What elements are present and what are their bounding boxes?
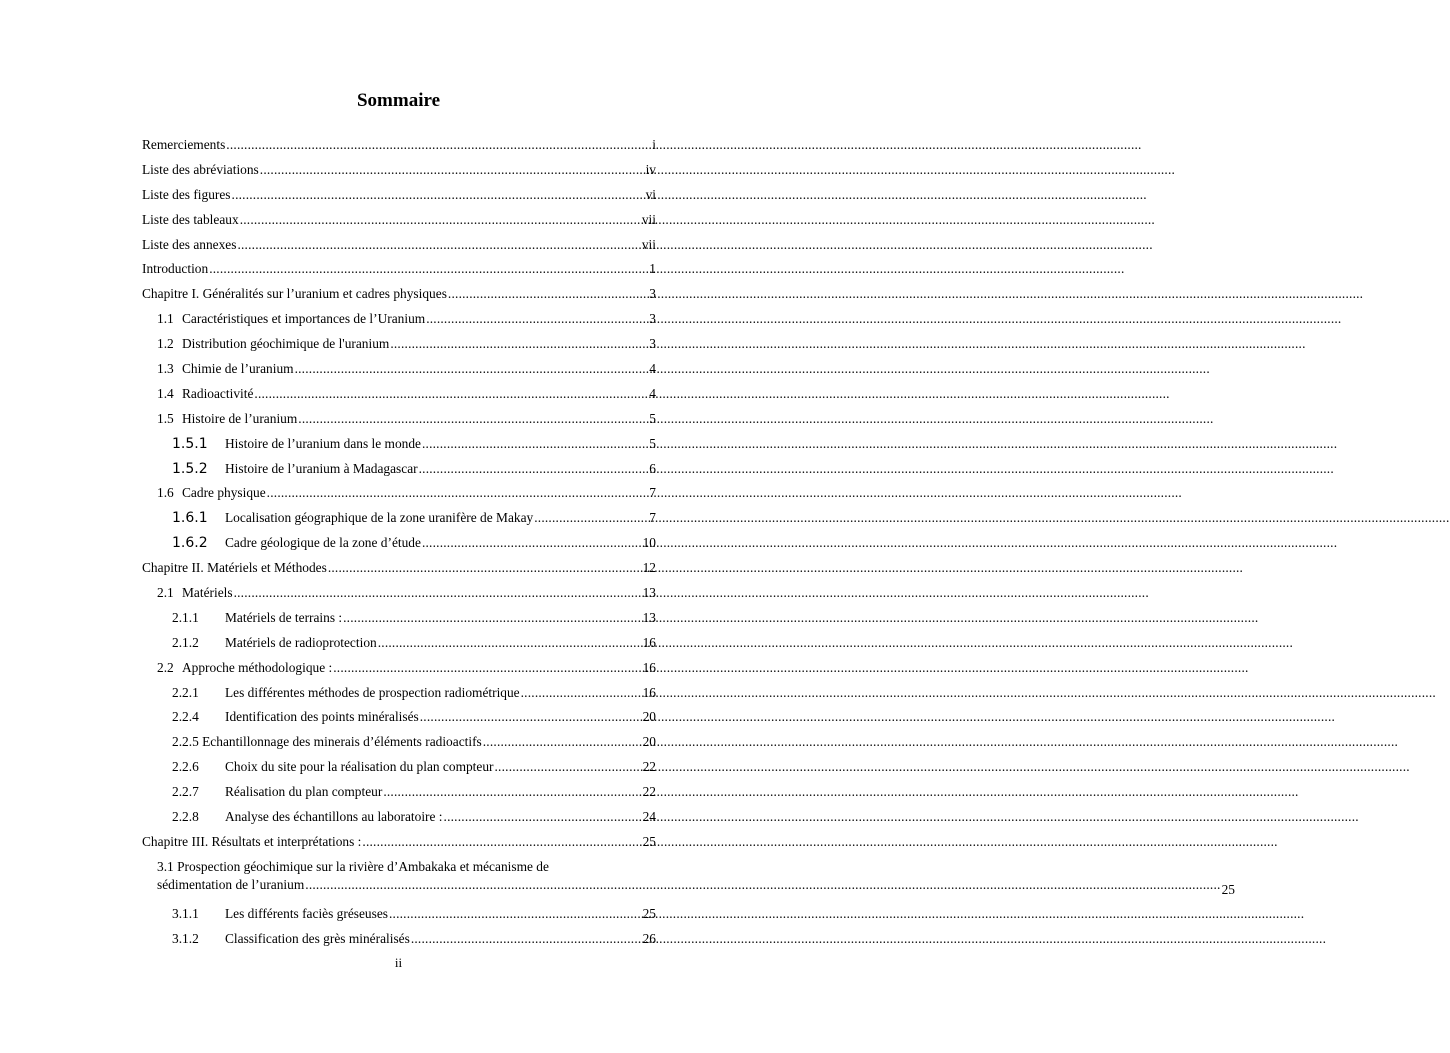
toc-entry-text: Histoire de l’uranium: [182, 410, 298, 426]
toc-entry-text: Classification des grès minéralisés: [225, 930, 410, 946]
toc-entry-figures[interactable]: [142, 186, 656, 211]
toc-entry-1-5[interactable]: [142, 410, 656, 435]
toc-entry-1-2[interactable]: [142, 335, 656, 360]
toc-entry-page: 25: [642, 905, 656, 921]
toc-entry-text: Introduction: [142, 261, 209, 277]
toc-entry-1-4[interactable]: [142, 385, 656, 410]
page-title: Sommaire: [356, 90, 441, 111]
toc-entry-text: Histoire de l’uranium à Madagascar: [225, 460, 418, 476]
toc-entry-1-5-2[interactable]: [142, 460, 656, 485]
toc-entry-text: Cadre géologique de la zone d’étude: [225, 535, 421, 551]
toc-entry-number: 1.5: [157, 410, 174, 426]
toc-entry-text: Radioactivité: [182, 385, 254, 401]
toc-entry-text: Remerciements: [142, 137, 226, 152]
toc-entry-text: Analyse des échantillons au laboratoire :: [225, 809, 443, 825]
toc-entry-number: 1.5.2: [172, 460, 208, 477]
toc-entry-page: 24: [642, 809, 656, 825]
toc-entry-2-2-1[interactable]: [142, 684, 656, 709]
toc-entry-page: 6: [649, 460, 656, 476]
toc-entry-text: Choix du site pour la réalisation du plan compteur: [225, 759, 494, 775]
toc-entry-page: 4: [649, 385, 656, 401]
toc-entry-page: 7: [649, 510, 656, 526]
toc-entry-1-6-1[interactable]: [142, 509, 656, 534]
toc-entry-number: 2.2.4: [172, 709, 199, 725]
toc-entry-3-1[interactable]: [142, 858, 1235, 905]
toc-entry-2-2-7[interactable]: [142, 783, 656, 808]
toc-entry-2-2-4[interactable]: [142, 708, 656, 733]
toc-entry-page: 16: [642, 684, 656, 700]
toc-entry-page: 13: [642, 585, 656, 601]
toc-entry-text: Liste des abréviations: [142, 161, 259, 177]
toc-entry-page: 3: [649, 311, 656, 327]
toc-entry-number: 3.1.1: [172, 905, 199, 921]
toc-entry-number: 2.1: [157, 585, 174, 601]
toc-entry-number: 2.2.6: [172, 759, 199, 775]
toc-entry-1-1[interactable]: [142, 310, 656, 335]
toc-entry-page: 5: [649, 435, 656, 451]
toc-entry-text: Matériels de terrains :: [225, 609, 343, 625]
toc-entry-text: Caractéristiques et importances de l’Uranium: [182, 311, 426, 327]
toc-entry-text: Chapitre III. Résultats et interprétations :: [142, 833, 362, 849]
toc-entry-number: 1.5.1: [172, 435, 208, 452]
toc-entry-text-line2: sédimentation de l’uranium: [157, 876, 305, 892]
toc-entry-text: Matériels: [182, 585, 233, 601]
toc-entry-number: 1.4: [157, 385, 174, 401]
toc-entry-page: 10: [642, 535, 656, 551]
toc-entry-text: Liste des tableaux: [142, 211, 239, 227]
page-number: ii: [394, 955, 403, 970]
toc-entry-text: 2.2.5 Echantillonnage des minerais d’éléments radioactifs: [172, 734, 482, 750]
toc-entry-2-2-5[interactable]: [142, 733, 656, 758]
toc-entry-number: 2.2.8: [172, 809, 199, 825]
toc-entry-number: 2.2.7: [172, 784, 199, 800]
toc-entry-text: Chapitre I. Généralités sur l’uranium et cadres physiques: [142, 286, 447, 302]
toc-entry-1-6[interactable]: [142, 484, 656, 509]
toc-entry-number: 2.2.1: [172, 684, 199, 700]
toc-entry-page: 7: [649, 485, 656, 501]
toc-entry-text: Chimie de l’uranium: [182, 361, 294, 377]
toc-entry-tableaux[interactable]: [142, 211, 656, 236]
toc-entry-chapitre-2[interactable]: [142, 559, 656, 584]
toc-entry-number: 2.1.2: [172, 634, 199, 650]
toc-entry-chapitre-3[interactable]: [142, 833, 656, 858]
toc-entry-page: 1: [649, 261, 656, 277]
toc-entry-page: vii: [641, 211, 656, 227]
toc-entry-page: 3: [649, 336, 656, 352]
toc-entry-page: 13: [642, 609, 656, 625]
table-of-contents: [142, 136, 1235, 955]
toc-entry-number: 2.1.1: [172, 609, 199, 625]
toc-entry-number: 1.3: [157, 361, 174, 377]
toc-entry-page: iv: [645, 161, 656, 177]
toc-entry-number: 2.2: [157, 659, 174, 675]
toc-entry-text: Distribution géochimique de l'uranium: [182, 336, 390, 352]
toc-entry-2-2[interactable]: [142, 659, 656, 684]
toc-entry-2-1[interactable]: [142, 584, 656, 609]
toc-entry-text: Histoire de l’uranium dans le monde: [225, 435, 421, 451]
toc-entry-number: 1.1: [157, 311, 174, 327]
toc-entry-page: 5: [649, 410, 656, 426]
toc-entry-number: 1.6.2: [172, 535, 208, 552]
toc-entry-annexes[interactable]: [142, 236, 656, 261]
toc-entry-page: 25: [642, 833, 656, 849]
toc-entry-page: 16: [642, 634, 656, 650]
toc-entry-page: 22: [642, 759, 656, 775]
toc-entry-text: Matériels de radioprotection: [225, 634, 377, 650]
toc-entry-page: 3: [649, 286, 656, 302]
toc-entry-text: Identification des points minéralisés: [225, 709, 419, 725]
toc-entry-number: 1.2: [157, 336, 174, 352]
toc-entry-text: Les différentes méthodes de prospection radiométrique: [225, 684, 520, 700]
toc-entry-2-1-2[interactable]: [142, 634, 656, 659]
toc-entry-page: 26: [642, 930, 656, 946]
toc-entry-1-3[interactable]: [142, 360, 656, 385]
toc-entry-number: 1.6.1: [172, 510, 208, 527]
toc-entry-page: 25: [1221, 881, 1235, 897]
toc-entry-text: Réalisation du plan compteur: [225, 784, 383, 800]
toc-entry-3-1-1[interactable]: [142, 905, 656, 930]
toc-entry-abreviations[interactable]: [142, 161, 656, 186]
toc-entry-page: 20: [642, 709, 656, 725]
toc-entry-2-2-8[interactable]: [142, 808, 656, 833]
toc-entry-2-1-1[interactable]: [142, 609, 656, 634]
toc-entry-page: 4: [649, 361, 656, 377]
toc-entry-number: 3.1.2: [172, 930, 199, 946]
toc-entry-text: Liste des figures: [142, 186, 231, 202]
toc-entry-text: Liste des annexes: [142, 236, 237, 252]
toc-entry-page: vii: [641, 236, 656, 252]
toc-entry-text: Chapitre II. Matériels et Méthodes: [142, 560, 327, 576]
toc-entry-text-line1: 3.1 Prospection géochimique sur la rivière d’Ambakaka et mécanisme de: [157, 858, 549, 874]
toc-entry-text: Approche méthodologique :: [182, 659, 333, 675]
toc-entry-text: Cadre physique: [182, 485, 266, 501]
toc-entry-number: 1.6: [157, 485, 174, 501]
toc-entry-remerciements[interactable]: [142, 136, 656, 161]
toc-entry-2-2-6[interactable]: [142, 758, 656, 783]
toc-entry-page: 20: [642, 734, 656, 750]
toc-entry-page: 12: [642, 560, 656, 576]
toc-entry-1-5-1[interactable]: [142, 435, 656, 460]
toc-entry-page: i: [652, 137, 656, 152]
toc-entry-introduction[interactable]: [142, 260, 656, 285]
toc-entry-page: 22: [642, 784, 656, 800]
toc-entry-1-6-2[interactable]: [142, 534, 656, 559]
toc-entry-text: Localisation géographique de la zone uranifère de Makay: [225, 510, 534, 526]
toc-entry-text: Les différents faciès gréseuses: [225, 905, 388, 921]
toc-entry-chapitre-1[interactable]: [142, 285, 656, 310]
toc-entry-3-1-2[interactable]: [142, 930, 656, 955]
toc-entry-page: vi: [645, 186, 656, 202]
toc-entry-page: 16: [642, 659, 656, 675]
